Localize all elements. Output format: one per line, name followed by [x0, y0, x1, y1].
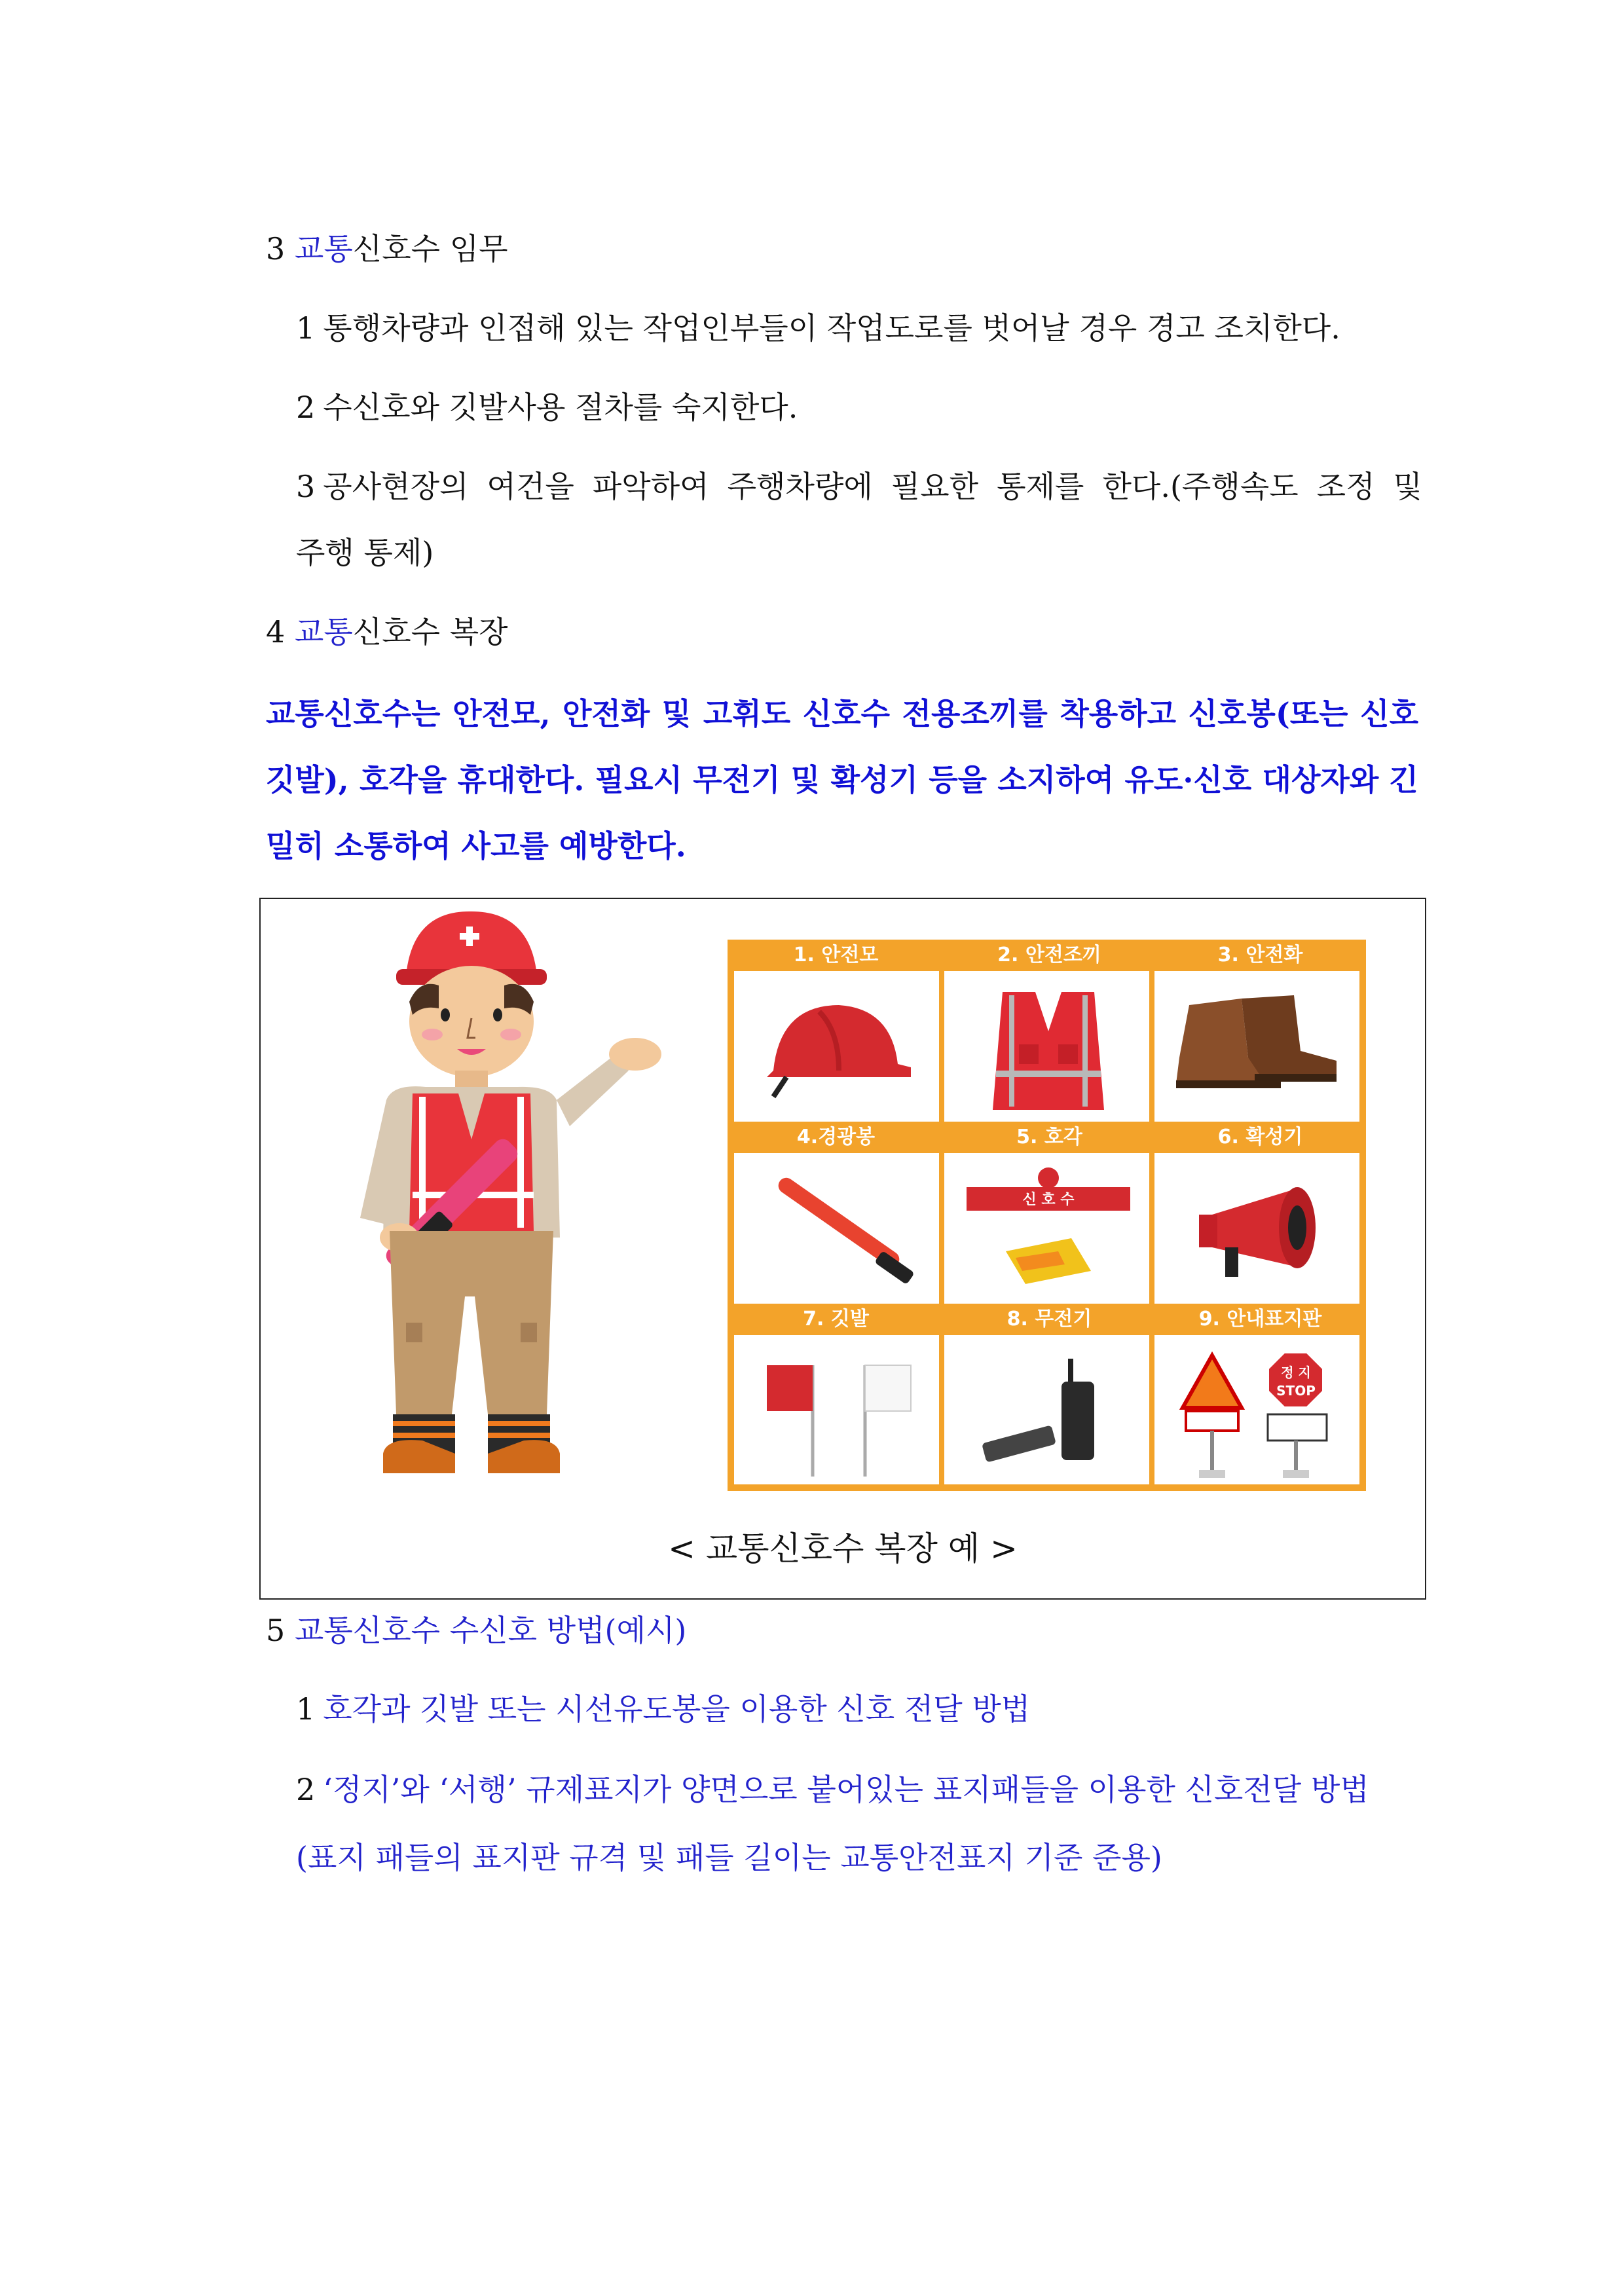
equipment-label: 1. 안전모: [793, 944, 879, 966]
equipment-label: 9. 안내표지판: [1198, 1308, 1322, 1331]
section-title-rest: 신호수 복장: [352, 614, 508, 650]
section-title-rest: 신호수 임무: [352, 231, 508, 266]
stop-sign-korean: 정 지: [1281, 1365, 1311, 1380]
megaphone-icon: [1186, 1175, 1337, 1293]
list-item: 3 공사현장의 여건을 파악하여 주행차량에 필요한 통제를 한다.(주행속도 조정 및: [296, 469, 1422, 504]
signaller-badge-text: 신 호 수: [1022, 1192, 1075, 1208]
list-item: 2 ‘정지’와 ‘서행’ 규제표지가 양면으로 붙어있는 표지패들을 이용한 신호전달 방법: [296, 1772, 1369, 1807]
list-item-continuation: 주행 통제): [296, 535, 434, 570]
section-3-heading: [266, 229, 508, 268]
section-4-heading: [266, 612, 508, 652]
boots-icon: [1163, 985, 1353, 1103]
attire-paragraph: 교통신호수는 안전모, 안전화 및 고휘도 신호수 전용조끼를 착용하고 신호봉(또는 신호깃발), 호각을 휴대한다. 필요시 무전기 및 확성기 등을 소지하여 유도·신호 대상자와 긴밀히 소통하여 사고를 예방한다.: [266, 696, 1418, 864]
figure-caption: < 교통신호수 복장 예 >: [668, 1530, 1018, 1568]
equipment-label: 2. 안전조끼: [997, 944, 1101, 966]
section-number: 5: [266, 1613, 286, 1648]
equipment-label: 8. 무전기: [1006, 1308, 1092, 1331]
vest-icon: [983, 979, 1114, 1116]
equipment-label: 5. 호각: [1016, 1126, 1082, 1148]
list-item: 1 통행차량과 인접해 있는 작업인부들이 작업도로를 벗어날 경우 경고 조치한다.: [296, 310, 1340, 346]
list-item: 1 호각과 깃발 또는 시선유도봉을 이용한 신호 전달 방법: [296, 1691, 1031, 1727]
equipment-label: 3. 안전화: [1217, 944, 1303, 966]
section-title: 교통신호수 수신호 방법(예시): [294, 1613, 687, 1648]
equipment-label: 7. 깃발: [803, 1308, 869, 1331]
section-number: 4: [266, 614, 286, 650]
helmet-icon: [747, 985, 924, 1110]
equipment-label: 4.경광봉: [796, 1126, 876, 1148]
whistle-icon: [953, 1160, 1143, 1300]
signs-icon: [1173, 1346, 1350, 1483]
section-5-heading: [266, 1611, 686, 1650]
list-item-continuation: (표지 패들의 표지판 규격 및 패들 길이는 교통안전표지 기준 준용): [296, 1840, 1162, 1875]
traffic-signaller-illustration: [308, 904, 714, 1493]
list-item: 2 수신호와 깃발사용 절차를 숙지한다.: [296, 390, 798, 425]
radio-icon: [970, 1352, 1127, 1477]
flags-icon: [760, 1352, 917, 1483]
section-title-highlight: 교통: [294, 614, 353, 650]
stop-sign-english: STOP: [1276, 1383, 1316, 1399]
section-title-highlight: 교통: [294, 231, 353, 266]
equipment-label: 6. 확성기: [1217, 1126, 1303, 1148]
light-baton-icon: [754, 1169, 924, 1300]
equipment-grid: [728, 940, 1366, 1491]
section-number: 3: [266, 231, 286, 266]
